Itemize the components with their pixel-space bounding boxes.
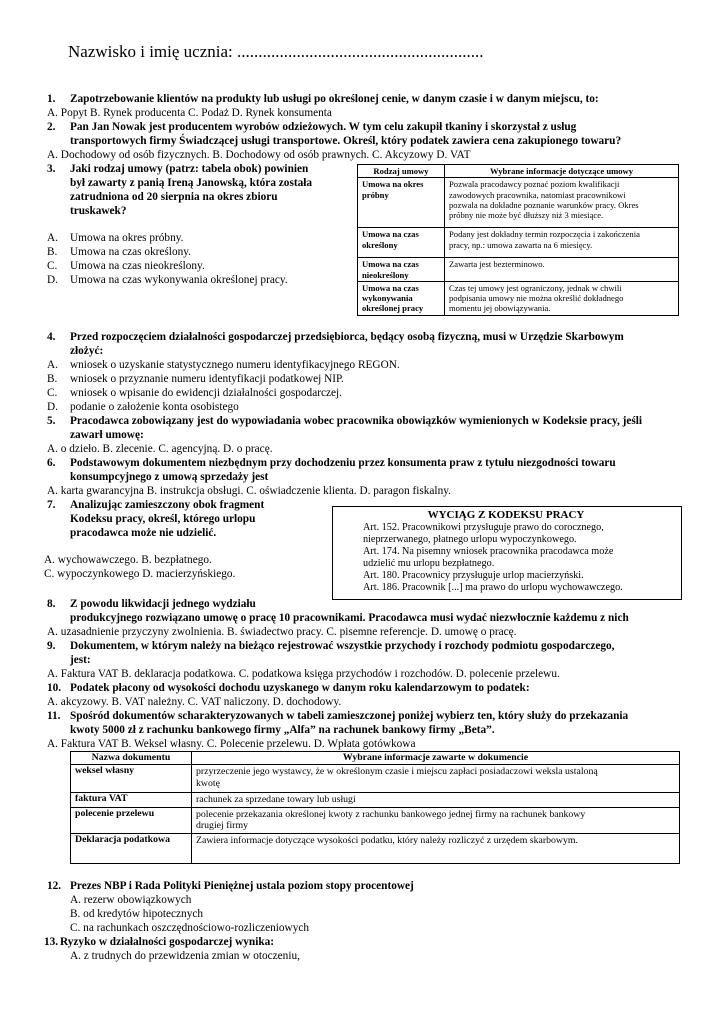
q2-answers: A. Dochodowy od osób fizycznych. B. Dochodowy od osób prawnych. C. Akcyzowy D. VAT: [47, 149, 471, 161]
q7-text-line3: pracodawca może nie udzielić.: [70, 527, 217, 539]
q7-text-line1: Analizując zamieszczony obok fragment: [70, 499, 265, 511]
q2-number: 2.: [47, 121, 56, 133]
q5-number: 5.: [47, 415, 56, 427]
labour-code-line: Art. 186. Pracownik [...] ma prawo do urlopu wychowawczego.: [363, 582, 623, 593]
q3-answer-c: Umowa na czas nieokreślony.: [70, 260, 205, 272]
q4-answer-letter-a: A.: [47, 359, 58, 371]
labour-code-line: Art. 180. Pracownicy przysługuje urlop macierzyński.: [363, 570, 584, 581]
q7-number: 7.: [47, 499, 56, 511]
q3-number: 3.: [47, 163, 56, 175]
q13-answer-a: A. z trudnych do przewidzenia zmian w otoczeniu,: [70, 950, 300, 962]
table-row: [358, 178, 679, 228]
q10-answers: A. akcyzowy. B. VAT należny. C. VAT naliczony. D. dochodowy.: [47, 696, 342, 708]
q3-answer-letter-c: C.: [47, 260, 58, 272]
q5-text-line1: Pracodawca zobowiązany jest do wypowiadania wobec pracownika obowiązków wymienionych w Kodeksie pracy, jeśli: [70, 415, 643, 427]
q4-answer-b: wniosek o przyznanie numeru identyfikacji podatkowej NIP.: [70, 373, 344, 385]
table-row: [358, 281, 679, 315]
labour-code-line: udzielić mu urlopu bezpłatnego.: [363, 558, 495, 569]
q3-answer-letter-d: D.: [47, 274, 58, 286]
table-cell-key: faktura VAT: [71, 793, 192, 808]
table-cell-value: rachunek za sprzedane towary lub usługi: [192, 793, 680, 808]
table-cell-value: Pozwala pracodawcy poznać poziom kwalifikacji zawodowych pracownika, natomiast pracownikowi pozwala na dokładne poznanie warunków pracy. Okres próbny nie może być dłuższy niż 3 miesiące.: [445, 178, 679, 228]
q3-answer-b: Umowa na czas określony.: [70, 246, 191, 258]
q4-text-line1: Przed rozpoczęciem działalności gospodarczej przedsiębiorca, będący osobą fizyczną, musi w Urzędzie Skarbowym: [70, 331, 624, 343]
q12-number: 12.: [47, 880, 62, 892]
q7-answers-line2: C. wypoczynkowego D. macierzyńskiego.: [44, 568, 236, 580]
table-cell-value: polecenie przekazania określonej kwoty z rachunku bankowego jednej firmy na rachunek bankowy drugiej firmy: [192, 807, 680, 833]
q8-answers: A. uzasadnienie przyczyny zwolnienia. B. świadectwo pracy. C. pisemne referencje. D. umowę o pracę.: [47, 626, 517, 638]
q12-answer-b: B. od kredytów hipotecznych: [70, 908, 204, 920]
q4-answer-a: wniosek o uzyskanie statystycznego numeru identyfikacyjnego REGON.: [70, 359, 400, 371]
table-cell-value: Zawarta jest bezterminowo.: [445, 258, 679, 282]
table-cell-key: polecenie przelewu: [71, 807, 192, 833]
q4-text-line2: złożyć:: [70, 345, 104, 357]
q6-number: 6.: [47, 457, 56, 469]
q6-text-line1: Podstawowym dokumentem niezbędnym przy dochodzeniu przez konsumenta praw z tytułu niezgodności towaru: [70, 457, 616, 469]
table-row: [358, 228, 679, 258]
table-row: [358, 258, 679, 282]
q3-text-line3: zatrudniona od 20 sierpnia na okres zbioru: [70, 191, 278, 203]
q4-answer-letter-d: D.: [47, 401, 58, 413]
table-row: [71, 793, 680, 808]
contract-types-table: [357, 164, 679, 316]
q11-text-line1: Spośród dokumentów scharakteryzowanych w tabeli zamieszczonej poniżej wybierz ten, który służy do przekazania: [70, 710, 629, 722]
q3-answer-letter-a: A.: [47, 232, 58, 244]
q8-number: 8.: [47, 598, 56, 610]
q12-answer-c: C. na rachunkach oszczędnościowo-rozliczeniowych: [70, 922, 310, 934]
q12-answer-a: A. rezerw obowiązkowych: [70, 894, 192, 906]
q8-text-line2: produkcyjnego rozwiązano umowę o pracę 10 pracownikami. Pracodawca musi wydać niezwłocznie każdemu z nich: [70, 612, 629, 624]
table-cell-key: weksel własny: [71, 765, 192, 793]
labour-code-line: Art. 152. Pracownikowi przysługuje prawo do corocznego,: [363, 522, 604, 533]
table-header-row: [71, 752, 680, 765]
q1-number: 1.: [47, 93, 56, 105]
labour-code-excerpt-title: WYCIĄG Z KODEKSU PRACY: [427, 509, 585, 521]
q13-text: Ryzyko w działalności gospodarczej wynika:: [60, 936, 275, 948]
table-cell-value: Czas tej umowy jest ograniczony, jednak w chwili podpisania umowy nie można określić dokładnego momentu jej obowiązywania.: [445, 281, 679, 315]
table-cell-key: Umowa na czas nieokreślony: [358, 258, 445, 282]
table-header-cell: Wybrane informacje zawarte w dokumencie: [192, 752, 680, 765]
table-cell-value: przyrzeczenie jego wystawcy, że w określonym czasie i miejscu zapłaci posiadaczowi weksla ustaloną kwotę: [192, 765, 680, 793]
q10-number: 10.: [47, 682, 62, 694]
q3-answer-d: Umowa na czas wykonywania określonej pracy.: [70, 274, 288, 286]
q9-text-line1: Dokumentem, w którym należy na bieżąco rejestrować wszystkie przychody i rozchody podmiotu gospodarczego,: [70, 640, 615, 652]
table-cell-key: Umowa na okres próbny: [358, 178, 445, 228]
q13-number: 13.: [44, 936, 59, 948]
table-row: [71, 765, 680, 793]
q2-text-line2: transportowych firmy Świadczącej usługi transportowe. Określ, który podatek zawiera cena zakupionego towaru?: [70, 135, 622, 147]
table-header-cell: Nazwa dokumentu: [71, 752, 192, 765]
q9-text-line2: jest:: [70, 654, 91, 666]
q3-answer-a: Umowa na okres próbny.: [70, 232, 184, 244]
q4-number: 4.: [47, 331, 56, 343]
q3-text-line2: był zawarty z panią Ireną Janowską, która została: [70, 177, 313, 189]
q11-number: 11.: [47, 710, 61, 722]
q12-text: Prezes NBP i Rada Polityki Pieniężnej ustala poziom stopy procentowej: [70, 880, 414, 892]
q7-text-line2: Kodeksu pracy, określ, którego urlopu: [70, 513, 256, 525]
table-cell-value: Zawiera informacje dotyczące wysokości podatku, który należy rozliczyć z urzędem skarbowym.: [192, 833, 680, 863]
table-cell-key: Umowa na czas wykonywania określonej pracy: [358, 281, 445, 315]
q11-text-line2: kwoty 5000 zł z rachunku bankowego firmy „Alfa” na rachunek bankowy firmy „Beta”.: [70, 724, 495, 736]
q11-answers: A. Faktura VAT B. Weksel własny. C. Polecenie przelewu. D. Wpłata gotówkowa: [47, 738, 416, 750]
labour-code-line: nieprzerwanego, płatnego urlopu wypoczynkowego.: [363, 534, 577, 545]
table-header-row: [358, 165, 679, 178]
q5-text-line2: zawarł umowę:: [70, 429, 144, 441]
q5-answers: A. o dzieło. B. zlecenie. C. agencyjną. D. o pracę.: [47, 443, 273, 455]
q4-answer-d: podanie o założenie konta osobistego: [70, 401, 239, 413]
q6-text-line2: konsumpcyjnego z umową sprzedaży jest: [70, 471, 269, 483]
q7-answers-line1: A. wychowawczego. B. bezpłatnego.: [44, 554, 212, 566]
table-row: [71, 807, 680, 833]
table-header-cell: Rodzaj umowy: [358, 165, 445, 178]
q9-answers: A. Faktura VAT B. deklaracja podatkowa. C. podatkowa księga przychodów i rozchodów. D. polecenie przelewu.: [47, 668, 560, 680]
q1-text: Zapotrzebowanie klientów na produkty lub usługi po określonej cenie, w danym czasie i w danym miejscu, to:: [70, 93, 599, 105]
q4-answer-letter-c: C.: [47, 387, 58, 399]
q1-answers: A. Popyt B. Rynek producenta C. Podaż D. Rynek konsumenta: [47, 107, 332, 119]
documents-table: [70, 751, 680, 864]
q6-answers: A. karta gwarancyjna B. instrukcja obsługi. C. oświadczenie klienta. D. paragon fiskalny.: [47, 485, 451, 497]
q3-text-line4: truskawek?: [70, 205, 127, 217]
table-header-cell: Wybrane informacje dotyczące umowy: [445, 165, 679, 178]
table-cell-key: Deklaracja podatkowa: [71, 833, 192, 863]
table-row: [71, 833, 680, 863]
q3-answer-letter-b: B.: [47, 246, 58, 258]
q8-text-line1: Z powodu likwidacji jednego wydziału: [70, 598, 256, 610]
labour-code-line: Art. 174. Na pisemny wniosek pracownika pracodawca może: [363, 546, 614, 557]
q3-text-line1: Jaki rodzaj umowy (patrz: tabela obok) powinien: [70, 163, 309, 175]
q2-text-line1: Pan Jan Nowak jest producentem wyrobów odzieżowych. W tym celu zakupił tkaniny i skorzystał z usług: [70, 121, 577, 133]
q4-answer-letter-b: B.: [47, 373, 58, 385]
q9-number: 9.: [47, 640, 56, 652]
q10-text: Podatek płacony od wysokości dochodu uzyskanego w danym roku kalendarzowym to podatek:: [70, 682, 530, 694]
table-cell-value: Podany jest dokładny termin rozpoczęcia i zakończenia pracy, np.: umowa zawarta na 6 miesięcy.: [445, 228, 679, 258]
table-cell-key: Umowa na czas określony: [358, 228, 445, 258]
name-field-title: Nazwisko i imię ucznia: ..........................................................: [68, 42, 484, 61]
q4-answer-c: wniosek o wpisanie do ewidencji działalności gospodarczej.: [70, 387, 342, 399]
